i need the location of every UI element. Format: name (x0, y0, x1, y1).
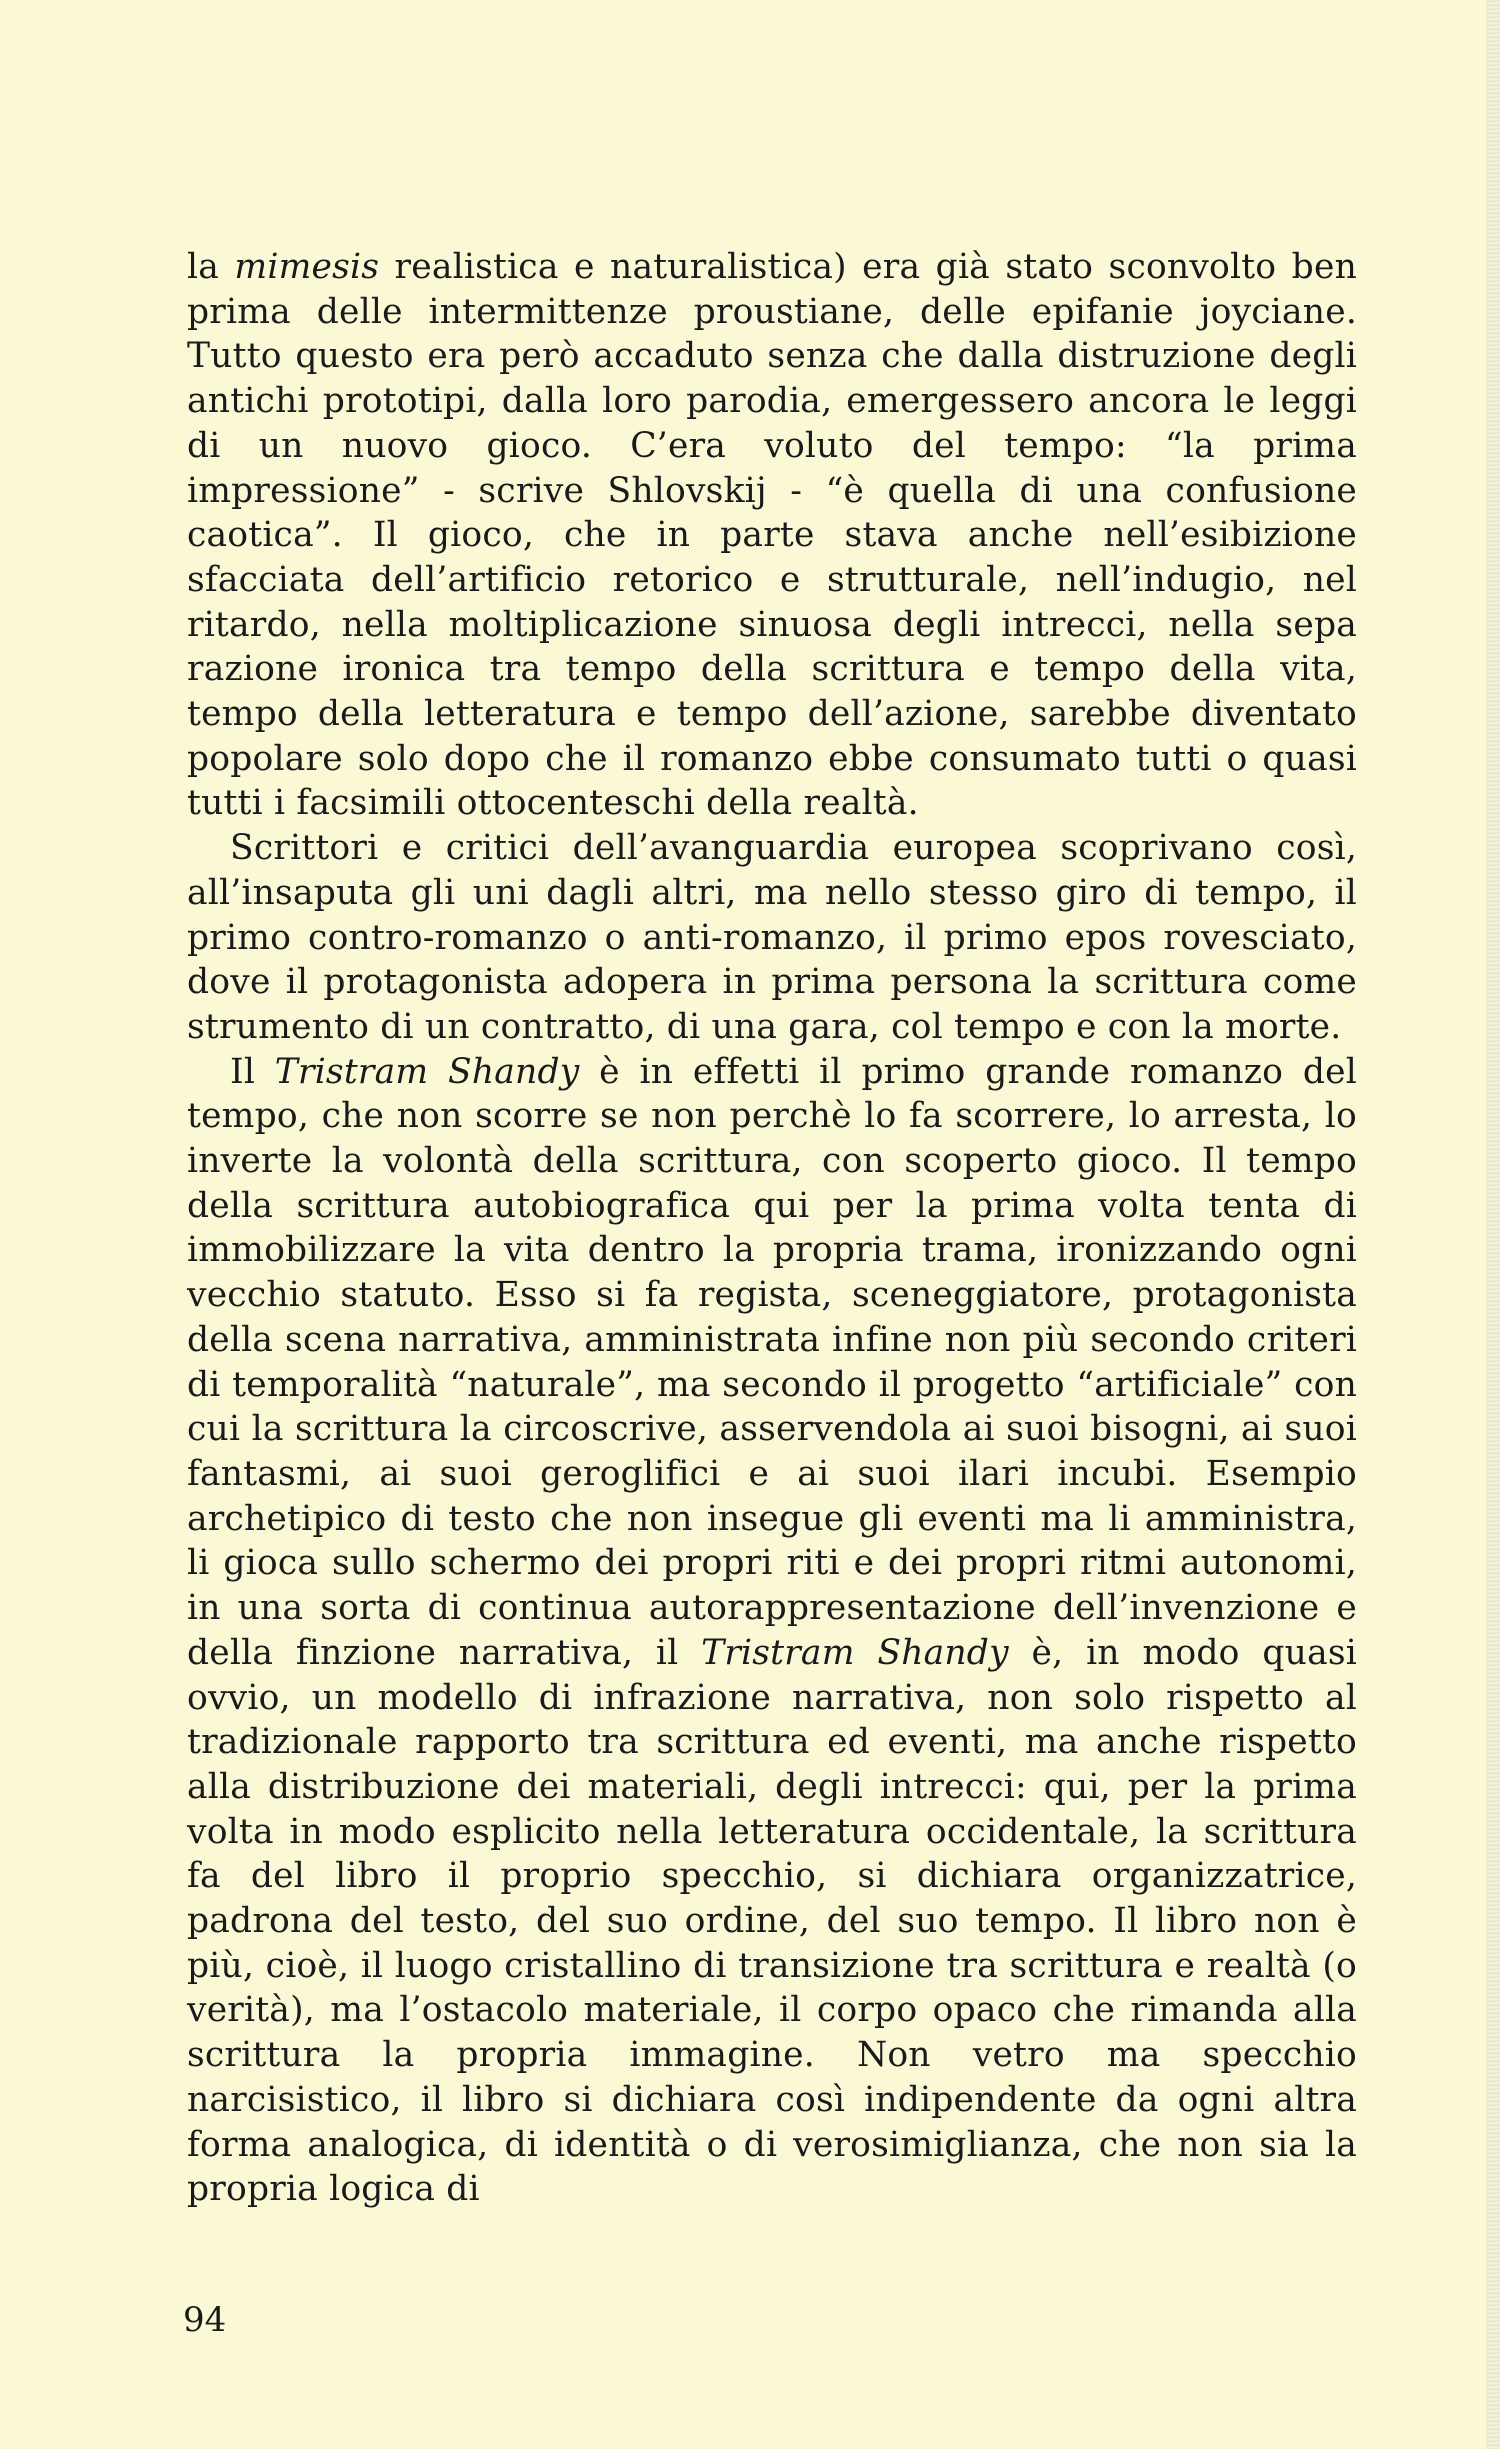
text-run: è in effetti il primo grande romanzo del tempo, che non scorre se non perchè lo fa scorrere, lo arresta, lo inverte la volontà della scrittura, con scoperto gioco. Il tempo della scrittura autobiografica qui per la prima volta tenta di immobilizzare la vita dentro la propria trama, ironizzando ogni vecchio statuto. Esso si fa regista, sceneggiatore, protagonista della scena narrativa, amministrata infine non più secondo criteri di temporalità “naturale”, ma secondo il progetto “artificiale” con cui la scrittura la circoscrive, asservendola ai suoi bisogni, ai suoi fantasmi, ai suoi geroglifici e ai suoi ilari incubi. Esempio archetipico di testo che non insegue gli eventi ma li amministra, li gioca sullo schermo dei propri riti e dei propri ritmi autonomi, in una sorta di continua autorappresentazione dell’invenzione e della finzione narrativa, il (187, 1051, 1357, 1673)
paragraph-1 (187, 245, 1357, 826)
page-number: 94 (183, 2300, 227, 2340)
italic-title-text: Tristram Shandy (701, 1632, 1009, 1673)
text-run: realistica e naturalistica) era già stato sconvolto ben prima delle intermittenze proustiane, delle epifanie joyciane. Tutto questo era però accaduto senza che dalla distruzione degli antichi prototipi, dalla loro parodia, emergessero ancora le leggi di un nuovo gioco. C’era voluto del tempo: “la prima impressione” - scrive Shlovskij - “è quella di una confusione caotica”. Il gioco, che in parte stava anche nell’esibizione sfacciata dell’artificio retorico e strutturale, nell’indugio, nel ritardo, nella moltiplicazione sinuosa degli intrecci, nella sepa razione ironica tra tempo della scrittura e tempo della vita, tempo della letteratura e tempo dell’azione, sarebbe diventato popolare solo dopo che il romanzo ebbe consumato tutti o quasi tutti i facsimili ottocenteschi della realtà. (187, 247, 1358, 824)
paragraph-2 (187, 826, 1357, 1050)
text-run: è, in modo quasi ovvio, un modello di infrazione narrativa, non solo rispetto al tradizionale rapporto tra scrittura ed eventi, ma anche rispetto alla distribuzione dei materiali, degli intrecci: qui, per la prima volta in modo esplicito nella letteratura occidentale, la scrittura fa del libro il proprio specchio, si dichiara organizzatrice, padrona del testo, del suo ordine, del suo tempo. Il libro non è più, cioè, il luogo cristallino di transizione tra scrittura e realtà (o verità), ma l’ostacolo materiale, il corpo opaco che rimanda alla scrittura la propria immagine. Non vetro ma specchio narcisistico, il libro si dichiara così indipendente da ogni altra forma analogica, di identità o di verosimiglianza, che non sia la propria logica di (187, 1632, 1357, 2210)
text-run: Il (230, 1051, 275, 1092)
paragraph-3 (187, 1050, 1357, 2212)
body-text (187, 245, 1357, 2212)
italic-title-text: Tristram Shandy (274, 1051, 580, 1092)
text-run: Scrittori e critici dell’avanguardia europea scoprivano così, all’insaputa gli uni dagli altri, ma nello stesso giro di tempo, il primo contro-romanzo o anti-romanzo, il primo epos rovesciato, dove il protagonista adopera in prima persona la scrittura come strumento di un contratto, di una gara, col tempo e con la morte. (187, 828, 1357, 1047)
page-edge-texture (1486, 0, 1500, 2449)
italic-title-text: mimesis (234, 247, 380, 287)
text-run: la (187, 247, 235, 287)
